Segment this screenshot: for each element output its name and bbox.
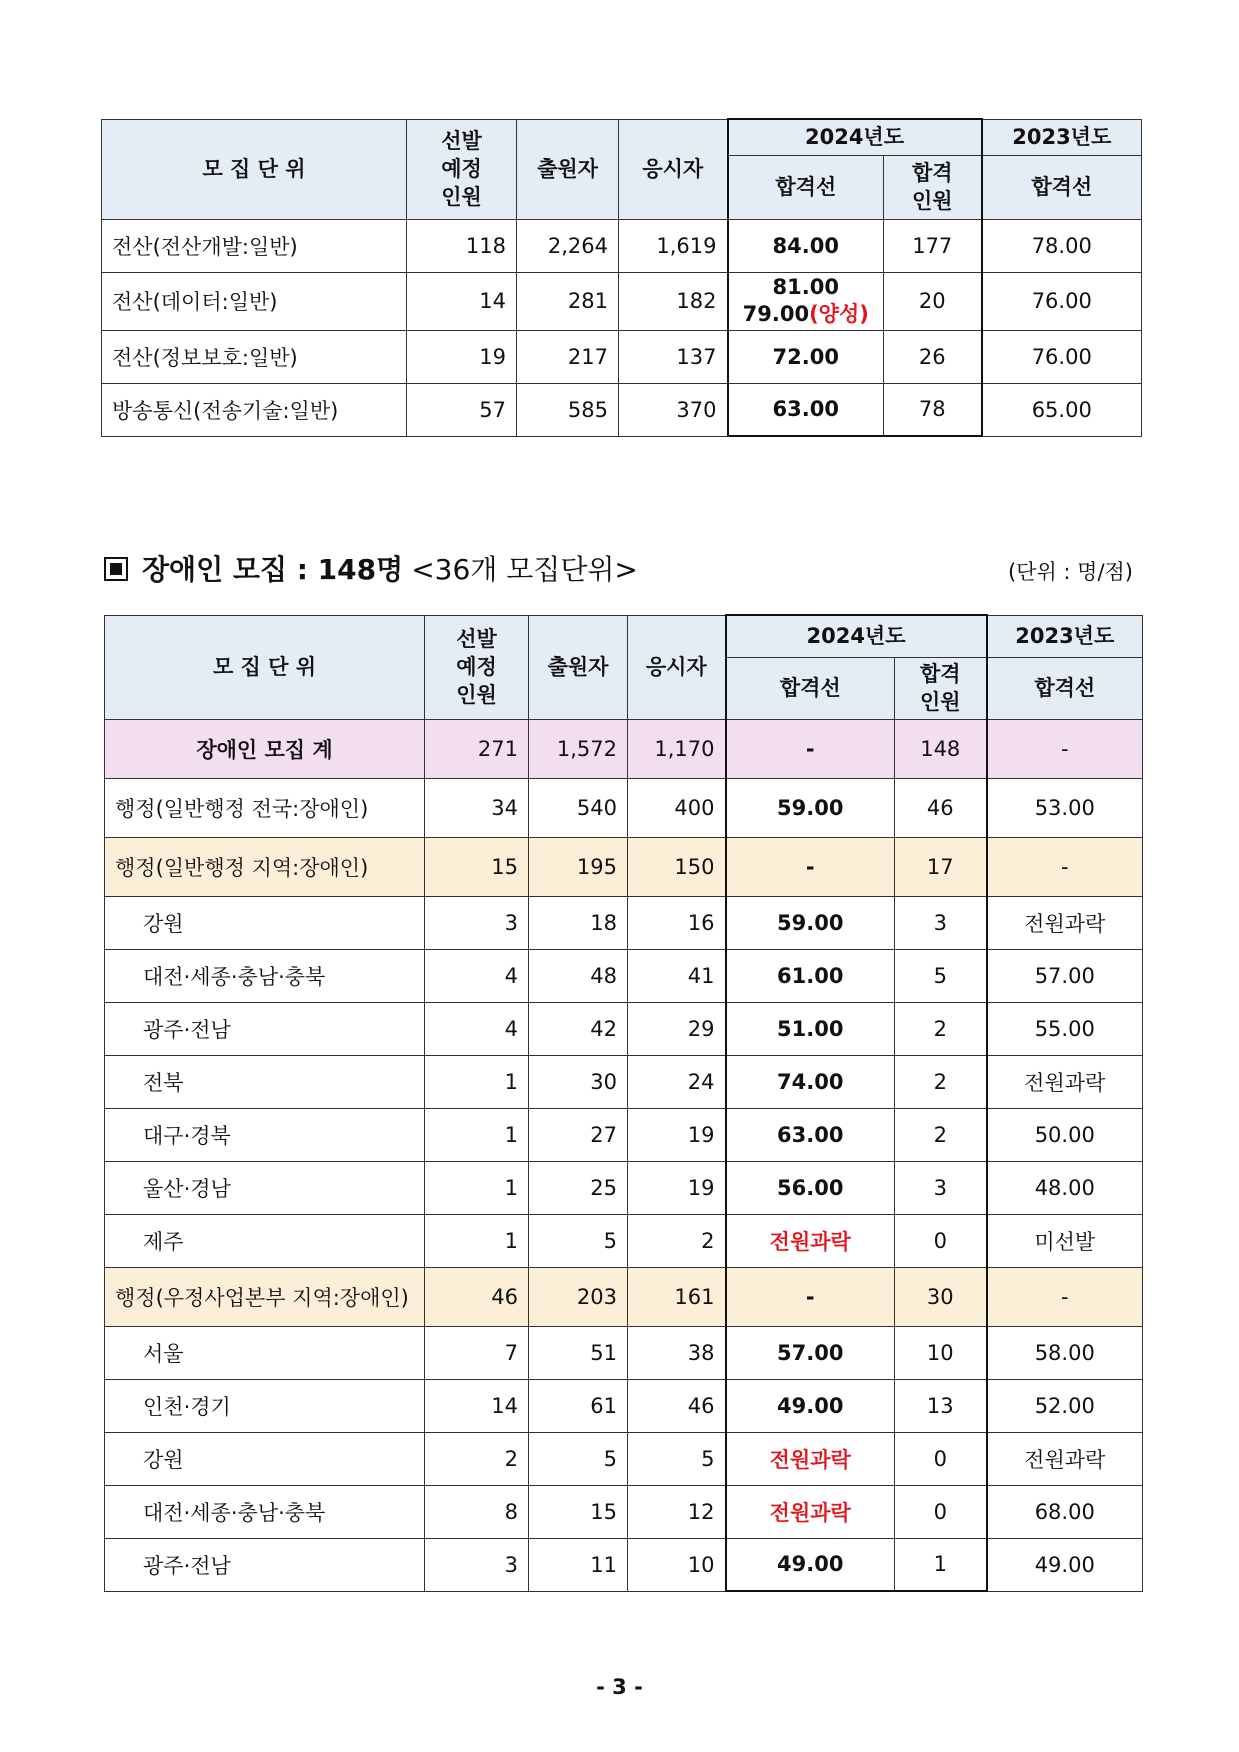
row-planned: 7 [425,1326,529,1379]
row-cutoff: - [726,719,895,778]
header-year-2023: 2023년도 [982,119,1142,155]
row-takers: 19 [628,1161,726,1214]
row-planned: 1 [425,1214,529,1267]
row-passed: 17 [895,837,987,896]
row-cutoff: 63.00 [728,383,884,436]
row-planned: 8 [425,1485,529,1538]
row-applicants: 281 [517,272,619,330]
row-prev-cutoff: 55.00 [987,1002,1143,1055]
row-applicants: 27 [529,1108,628,1161]
row-name: 인천·경기 [105,1379,425,1432]
row-passed: 13 [895,1379,987,1432]
row-passed: 0 [895,1432,987,1485]
row-prev-cutoff: 49.00 [987,1538,1143,1591]
table-row [105,1538,1143,1591]
row-prev-cutoff: - [987,837,1143,896]
row-name: 대전·세종·충남·충북 [105,1485,425,1538]
row-planned: 46 [425,1267,529,1326]
header-unit: 모 집 단 위 [102,119,407,219]
row-applicants: 42 [529,1002,628,1055]
table-row [105,1055,1143,1108]
row-prev-cutoff: 53.00 [987,778,1143,837]
row-planned: 15 [425,837,529,896]
header-cutoff-2024: 합격선 [726,657,895,719]
row-prev-cutoff: 미선발 [987,1214,1143,1267]
table-row [105,1161,1143,1214]
row-passed: 2 [895,1108,987,1161]
row-passed: 3 [895,1161,987,1214]
row-passed: 78 [884,383,982,436]
table-row [105,949,1143,1002]
row-planned: 4 [425,1002,529,1055]
header-year-2023: 2023년도 [987,615,1143,657]
row-cutoff [728,272,884,330]
row-takers: 10 [628,1538,726,1591]
row-passed: 3 [895,896,987,949]
row-cutoff: 59.00 [726,896,895,949]
row-prev-cutoff: 58.00 [987,1326,1143,1379]
row-name: 전산(전산개발:일반) [102,219,407,272]
row-name: 서울 [105,1326,425,1379]
row-planned: 34 [425,778,529,837]
row-cutoff: 51.00 [726,1002,895,1055]
row-name: 행정(일반행정 지역:장애인) [105,837,425,896]
header-unit: 모 집 단 위 [105,615,425,719]
row-name: 전북 [105,1055,425,1108]
row-passed: 46 [895,778,987,837]
header-year-2024: 2024년도 [728,119,982,155]
row-prev-cutoff: 76.00 [982,330,1142,383]
row-planned: 1 [425,1108,529,1161]
table-row [105,778,1143,837]
table-row [102,330,1142,383]
row-planned: 57 [407,383,517,436]
row-applicants: 15 [529,1485,628,1538]
row-cutoff: 84.00 [728,219,884,272]
row-name: 대전·세종·충남·충북 [105,949,425,1002]
row-passed: 20 [884,272,982,330]
row-takers: 161 [628,1267,726,1326]
table-row [105,1432,1143,1485]
header-cutoff-2023: 합격선 [982,155,1142,219]
row-name: 장애인 모집 계 [105,719,425,778]
row-name: 강원 [105,896,425,949]
row-prev-cutoff: 48.00 [987,1161,1143,1214]
section-title: 장애인 모집 : 148명 [142,553,404,586]
subtotal-row [105,837,1143,896]
subtotal-row [105,1267,1143,1326]
row-cutoff: 49.00 [726,1379,895,1432]
row-applicants: 1,572 [529,719,628,778]
cutoff-value: 81.00 [772,275,839,299]
row-prev-cutoff: 전원과락 [987,1055,1143,1108]
row-takers: 1,170 [628,719,726,778]
total-row [105,719,1143,778]
row-prev-cutoff: 52.00 [987,1379,1143,1432]
row-takers: 150 [628,837,726,896]
row-takers: 46 [628,1379,726,1432]
row-name: 전산(정보보호:일반) [102,330,407,383]
row-planned: 2 [425,1432,529,1485]
row-passed: 0 [895,1214,987,1267]
row-planned: 3 [425,1538,529,1591]
row-prev-cutoff: - [987,1267,1143,1326]
results-table-disabled [104,614,1143,1592]
row-passed: 5 [895,949,987,1002]
row-prev-cutoff: 50.00 [987,1108,1143,1161]
row-applicants: 585 [517,383,619,436]
row-applicants: 51 [529,1326,628,1379]
header-applicants: 출원자 [529,615,628,719]
unit-note: (단위 : 명/점) [1007,560,1133,584]
page-number: - 3 - [596,1675,643,1699]
table-row [105,1379,1143,1432]
row-planned: 271 [425,719,529,778]
row-name: 행정(일반행정 전국:장애인) [105,778,425,837]
row-passed: 1 [895,1538,987,1591]
row-applicants: 11 [529,1538,628,1591]
row-cutoff: 59.00 [726,778,895,837]
row-takers: 38 [628,1326,726,1379]
header-passed-2024: 합격 인원 [895,657,987,719]
row-applicants: 61 [529,1379,628,1432]
row-prev-cutoff: 57.00 [987,949,1143,1002]
row-cutoff: 전원과락 [726,1214,895,1267]
row-applicants: 30 [529,1055,628,1108]
row-cutoff: - [726,1267,895,1326]
table-row [102,219,1142,272]
row-cutoff: 72.00 [728,330,884,383]
header-planned: 선발 예정 인원 [425,615,529,719]
table-row [105,1326,1143,1379]
row-passed: 0 [895,1485,987,1538]
row-name: 행정(우정사업본부 지역:장애인) [105,1267,425,1326]
table-row [105,1214,1143,1267]
row-takers: 29 [628,1002,726,1055]
row-prev-cutoff: 78.00 [982,219,1142,272]
table-row [102,272,1142,330]
row-planned: 14 [407,272,517,330]
row-cutoff: 57.00 [726,1326,895,1379]
header-planned: 선발 예정 인원 [407,119,517,219]
row-planned: 1 [425,1055,529,1108]
row-prev-cutoff: 76.00 [982,272,1142,330]
table-row [105,1108,1143,1161]
header-year-2024: 2024년도 [726,615,987,657]
row-takers: 12 [628,1485,726,1538]
row-takers: 41 [628,949,726,1002]
row-cutoff: 전원과락 [726,1485,895,1538]
results-table-it [101,118,1142,437]
row-prev-cutoff: - [987,719,1143,778]
row-name: 광주·전남 [105,1538,425,1591]
row-takers: 400 [628,778,726,837]
row-planned: 19 [407,330,517,383]
row-name: 강원 [105,1432,425,1485]
row-name: 울산·경남 [105,1161,425,1214]
row-cutoff: 63.00 [726,1108,895,1161]
row-takers: 2 [628,1214,726,1267]
row-applicants: 540 [529,778,628,837]
row-passed: 30 [895,1267,987,1326]
row-prev-cutoff: 65.00 [982,383,1142,436]
row-applicants: 2,264 [517,219,619,272]
row-applicants: 18 [529,896,628,949]
table-row [105,896,1143,949]
header-takers: 응시자 [628,615,726,719]
row-passed: 10 [895,1326,987,1379]
row-passed: 26 [884,330,982,383]
row-planned: 3 [425,896,529,949]
row-planned: 1 [425,1161,529,1214]
section-heading [104,548,638,588]
row-takers: 1,619 [619,219,728,272]
section-subtitle: <36개 모집단위> [411,553,638,586]
header-applicants: 출원자 [517,119,619,219]
row-passed: 148 [895,719,987,778]
row-name: 대구·경북 [105,1108,425,1161]
header-takers: 응시자 [619,119,728,219]
row-cutoff: 전원과락 [726,1432,895,1485]
row-prev-cutoff: 전원과락 [987,896,1143,949]
cutoff-note: (양성) [809,302,869,326]
row-planned: 118 [407,219,517,272]
row-takers: 5 [628,1432,726,1485]
row-takers: 19 [628,1108,726,1161]
row-takers: 137 [619,330,728,383]
table-row [105,1002,1143,1055]
row-name: 제주 [105,1214,425,1267]
row-passed: 2 [895,1055,987,1108]
table-row [102,383,1142,436]
row-name: 광주·전남 [105,1002,425,1055]
cutoff-value-alt: 79.00 [742,302,810,326]
row-planned: 14 [425,1379,529,1432]
filled-square-icon [104,557,128,581]
row-passed: 177 [884,219,982,272]
row-prev-cutoff: 전원과락 [987,1432,1143,1485]
row-prev-cutoff: 68.00 [987,1485,1143,1538]
row-takers: 370 [619,383,728,436]
row-cutoff: - [726,837,895,896]
row-takers: 182 [619,272,728,330]
row-name: 전산(데이터:일반) [102,272,407,330]
header-passed-2024: 합격 인원 [884,155,982,219]
row-takers: 24 [628,1055,726,1108]
row-applicants: 48 [529,949,628,1002]
table-row [105,1485,1143,1538]
row-cutoff: 49.00 [726,1538,895,1591]
row-passed: 2 [895,1002,987,1055]
row-name: 방송통신(전송기술:일반) [102,383,407,436]
header-cutoff-2024: 합격선 [728,155,884,219]
row-applicants: 25 [529,1161,628,1214]
row-cutoff: 56.00 [726,1161,895,1214]
row-applicants: 195 [529,837,628,896]
row-takers: 16 [628,896,726,949]
header-cutoff-2023: 합격선 [987,657,1143,719]
row-planned: 4 [425,949,529,1002]
row-applicants: 5 [529,1214,628,1267]
row-cutoff: 74.00 [726,1055,895,1108]
row-applicants: 203 [529,1267,628,1326]
row-applicants: 217 [517,330,619,383]
row-applicants: 5 [529,1432,628,1485]
row-cutoff: 61.00 [726,949,895,1002]
